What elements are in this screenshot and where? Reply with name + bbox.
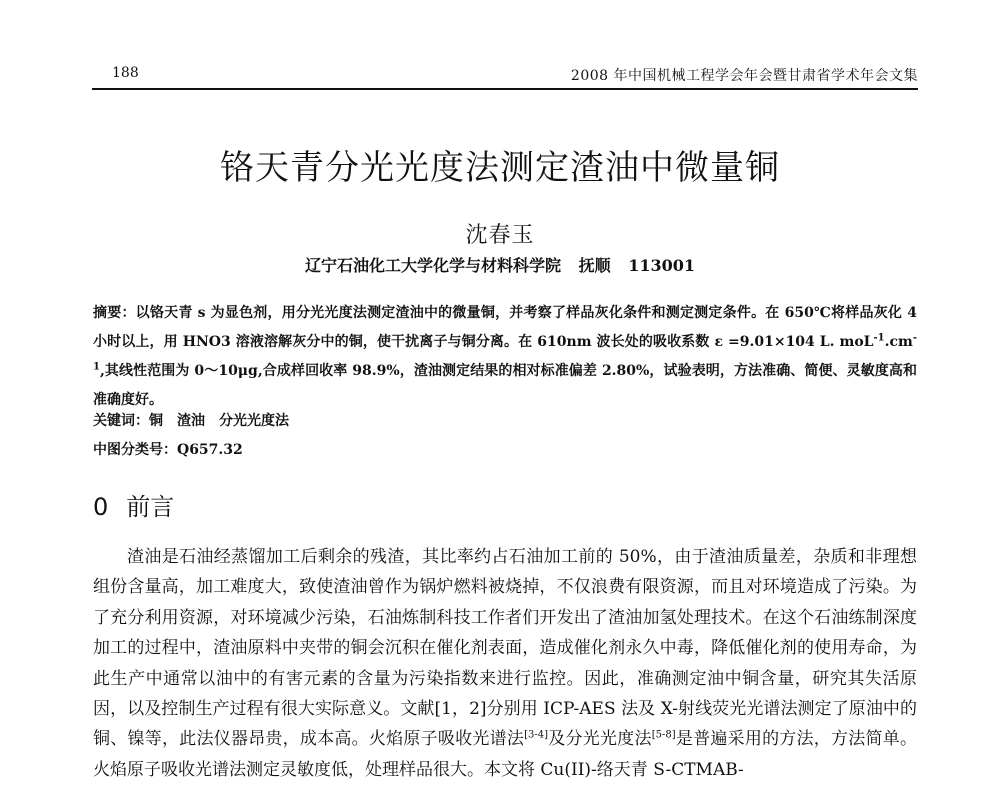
abstract-text-3: ,其线性范围为 0～10μg,合成样回收率 98.9%，渣油测定结果的相对标准偏差 2.80%，试验表明，方法准确、简便、灵敏度高和准确度好。 <box>93 363 917 408</box>
abstract-sup-1: -1 <box>873 332 885 344</box>
page-number: 188 <box>112 65 139 81</box>
body-text-c: 是普遍采用的方法，方法简单。火焰原子吸收光谱法测定灵敏度低，处理样品很大。本文将 Cu(II)-络天青 S-CTMAB- <box>93 729 918 780</box>
affiliation <box>0 253 1000 276</box>
body-paragraph <box>93 542 917 785</box>
keywords <box>93 410 289 430</box>
affiliation-institution: 辽宁石油化工大学化学与材料科学院 <box>305 256 562 275</box>
section-number: 0 <box>93 493 109 521</box>
abstract <box>93 299 917 415</box>
section-title: 前言 <box>126 493 175 521</box>
citation-ref-2: [5-8] <box>651 729 676 741</box>
header-rule <box>92 88 918 90</box>
classification <box>93 439 243 459</box>
classification-code: Q657.32 <box>177 442 243 458</box>
affiliation-postcode: 113001 <box>628 256 695 275</box>
keywords-label: 关键词： <box>93 413 149 429</box>
author-name: 沈春玉 <box>465 223 535 248</box>
body-text-b: 及分光光度法 <box>548 729 652 750</box>
running-header <box>92 63 918 87</box>
affiliation-city: 抚顺 <box>578 256 611 275</box>
keywords-items: 铜 渣油 分光光度法 <box>149 413 289 429</box>
section-heading <box>93 487 174 522</box>
abstract-sup-2: -1 <box>93 332 917 373</box>
paper-title: 铬天青分光光度法测定渣油中微量铜 <box>220 148 780 188</box>
abstract-label: 摘要： <box>93 305 136 321</box>
abstract-text-2: .cm <box>884 334 913 350</box>
citation-ref-1: [3-4] <box>524 729 548 741</box>
abstract-text: 以铬天青 s 为显色剂，用分光光度法测定渣油中的微量铜，并考察了样品灰化条件和测定测定条件。在 650℃将样品灰化 4 小时以上，用 HNO3 溶液溶解灰分中的铜，使干扰离子与铜分离。在 610nm 波长处的吸收系数 ε =9.01×104 L. moL <box>93 305 917 350</box>
proceedings-title: 2008 年中国机械工程学会年会暨甘肃省学术年会文集 <box>570 68 918 84</box>
classification-label: 中图分类号： <box>93 442 177 458</box>
body-text-a: 渣油是石油经蒸馏加工后剩余的残渣，其比率约占石油加工前的 50%，由于渣油质量差，杂质和非理想组份含量高，加工难度大，致使渣油曾作为锅炉燃料被烧掉，不仅浪费有限资源，而且对环境造成了污染。为了充分利用资源，对环境减少污染，石油炼制科技工作者们开发出了渣油加氢处理技术。在这个石油练制深度加工的过程中，渣油原料中夹带的铜会沉积在催化剂表面，造成催化剂永久中毒，降低催化剂的使用寿命，为此生产中通常以油中的有害元素的含量为污染指数来进行监控。因此，准确测定油中铜含量，研究其失活原因，以及控制生产过程有很大实际意义。文献[1，2]分别用 ICP-AES 法及 X-射线荧光光谱法测定了原油中的铜、镍等，此法仪器昂贵，成本高。火焰原子吸收光谱法 <box>93 547 917 750</box>
